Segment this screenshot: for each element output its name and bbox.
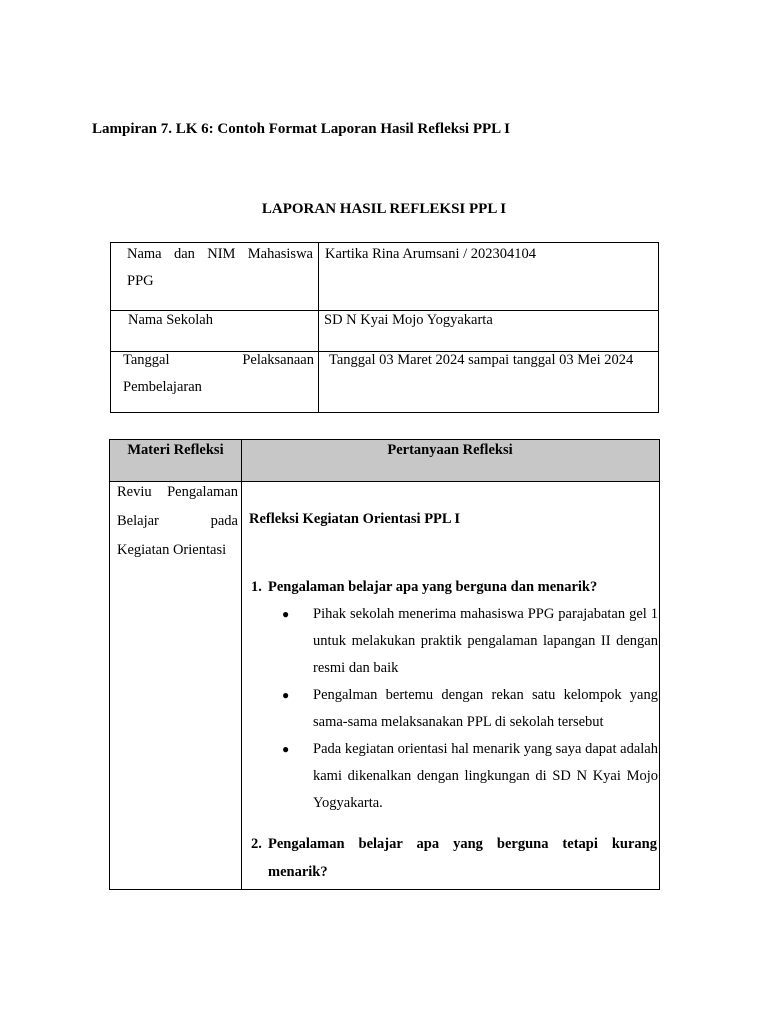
- header-materi: Materi Refleksi: [127, 442, 224, 458]
- header-pertanyaan: Pertanyaan Refleksi: [387, 442, 513, 458]
- bullet-item: [282, 601, 658, 682]
- identity-table: [110, 242, 659, 413]
- value-school: SD N Kyai Mojo Yogyakarta: [324, 312, 493, 328]
- question-number: 1.: [251, 579, 262, 595]
- label-name-nim: Nama dan NIM Mahasiswa: [127, 246, 313, 262]
- value-date: Tanggal 03 Maret 2024 sampai tanggal 03 Mei 2024: [329, 352, 634, 368]
- bullet-item: [282, 682, 658, 736]
- materi-line-3: Kegiatan Orientasi: [117, 542, 227, 558]
- reflection-table: [109, 439, 660, 890]
- report-title: LAPORAN HASIL REFLEKSI PPL I: [261, 201, 507, 217]
- question-number: 2.: [251, 836, 262, 852]
- label-date-cont: Pembelajaran: [123, 379, 202, 395]
- bullet-item: [282, 736, 658, 817]
- bullet-icon: ●: [282, 742, 290, 756]
- materi-line-1: Reviu Pengalaman: [117, 484, 238, 500]
- bullet-text: Pengalman bertemu dengan rekan satu kelompok yang sama-sama melaksanakan PPL di sekolah tersebut: [313, 687, 658, 730]
- bullet-icon: ●: [282, 607, 290, 621]
- materi-cell: [117, 478, 238, 565]
- question-item: [251, 830, 657, 886]
- question-text: Pengalaman belajar apa yang berguna dan menarik?: [268, 579, 598, 595]
- bullet-icon: ●: [282, 688, 290, 702]
- column-divider: [241, 440, 242, 889]
- question-item: [251, 573, 657, 601]
- appendix-heading: Lampiran 7. LK 6: Contoh Format Laporan Hasil Refleksi PPL I: [92, 121, 510, 137]
- column-divider: [318, 243, 319, 412]
- section-title: Refleksi Kegiatan Orientasi PPL I: [249, 511, 461, 527]
- bullet-text: Pada kegiatan orientasi hal menarik yang saya dapat adalah kami dikenalkan dengan lingkungan di SD N Kyai Mojo Yogyakarta.: [313, 741, 658, 811]
- bullet-text: Pihak sekolah menerima mahasiswa PPG parajabatan gel 1 untuk melakukan praktik pengalaman lapangan II dengan resmi dan baik: [313, 606, 658, 676]
- question-text: Pengalaman belajar apa yang berguna tetapi kurang menarik?: [268, 836, 657, 880]
- label-name-nim-cont: PPG: [127, 273, 154, 289]
- materi-line-2: Belajar pada: [117, 513, 238, 529]
- label-school: Nama Sekolah: [128, 312, 213, 328]
- label-date: Tanggal Pelaksanaan: [123, 352, 314, 368]
- value-name-nim: Kartika Rina Arumsani / 202304104: [325, 246, 537, 262]
